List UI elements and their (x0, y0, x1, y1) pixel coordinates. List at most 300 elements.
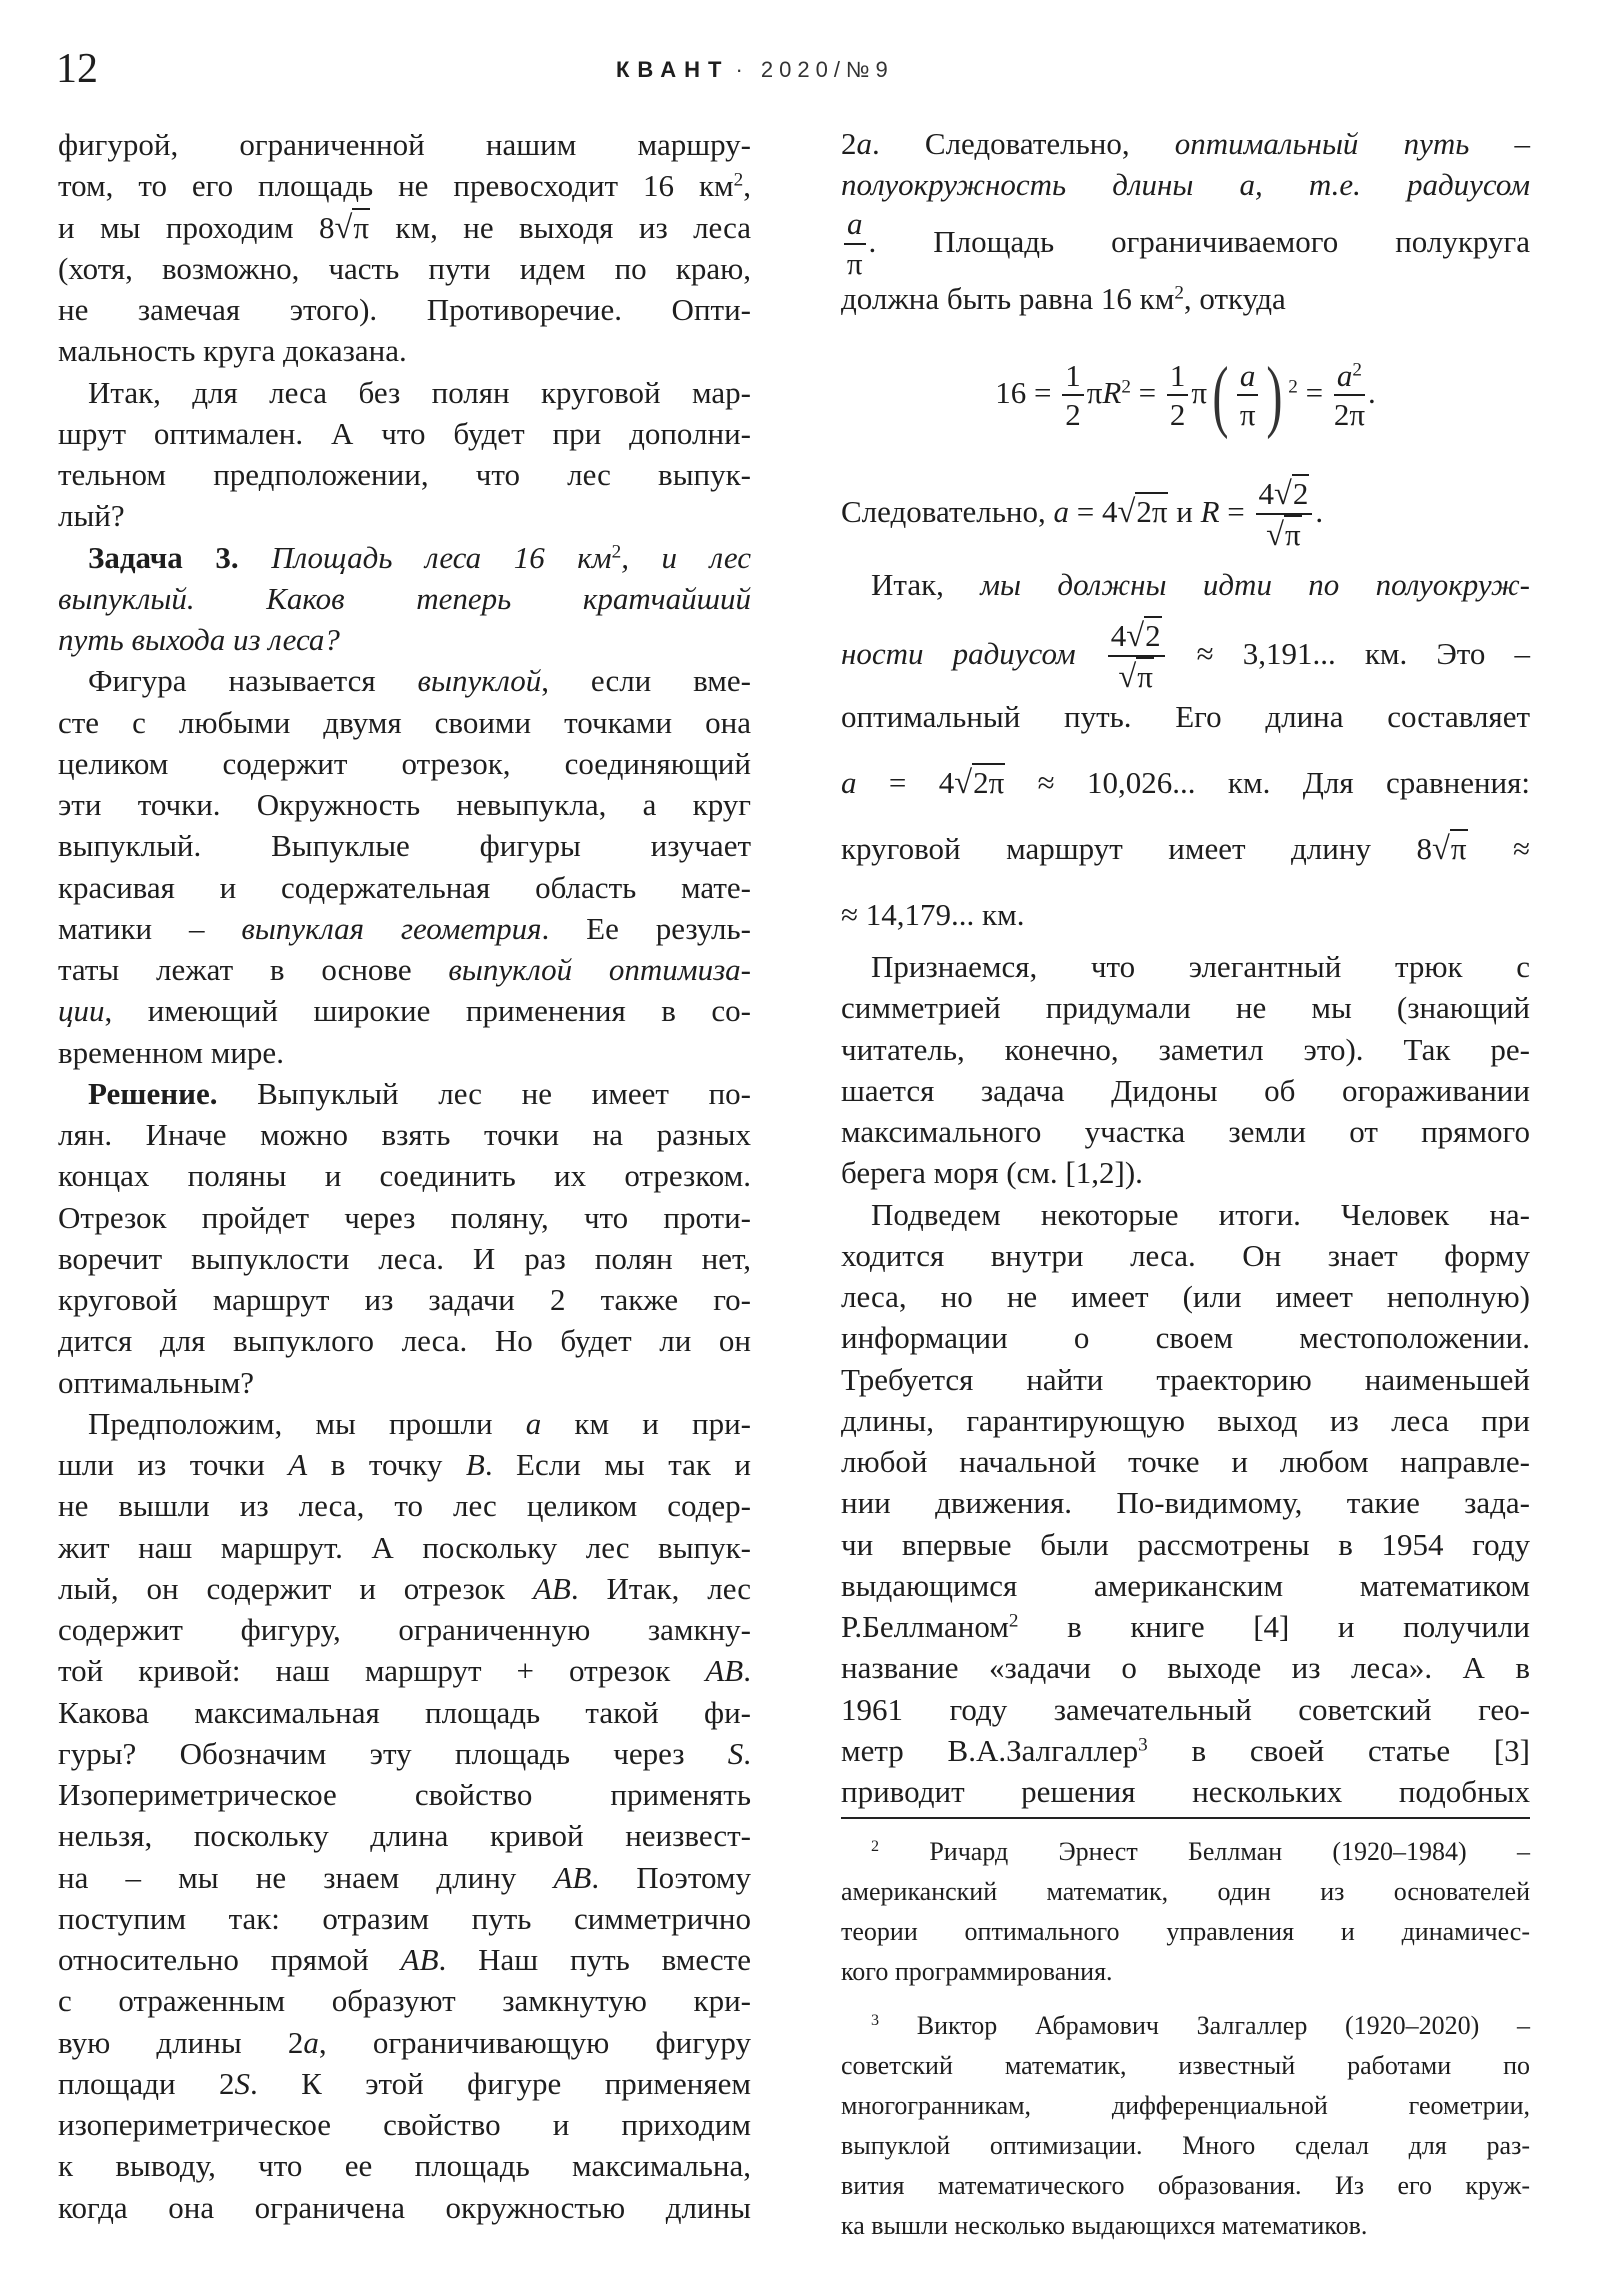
text-run: американский математик, один из основателей (841, 1877, 1530, 1906)
text-line (58, 660, 751, 701)
numerator (1334, 359, 1365, 397)
radical-sign-icon: √ (954, 765, 973, 801)
radicand: π (1137, 659, 1153, 695)
text-run: π (1086, 375, 1103, 410)
magazine-title: КВАНТ (616, 57, 730, 82)
superscript: 2 (1288, 376, 1298, 398)
text-run: мальность круга доказана. (58, 333, 407, 369)
denominator (1256, 515, 1313, 553)
square-root (954, 765, 1005, 800)
text-line (58, 1692, 751, 1733)
text-run: длины, гарантирующую выход из леса при (841, 1402, 1530, 1438)
italic-text: AB (532, 1570, 571, 1606)
text-line (58, 537, 751, 578)
italic-text: a (1239, 357, 1256, 393)
text-run: 2π (1333, 397, 1365, 433)
text-run: шрут оптимален. А что будет при дополни- (58, 415, 751, 451)
text-line (58, 1073, 751, 1114)
text-run: Признаемся, что элегантный трюк с (871, 949, 1530, 984)
radicand: 2π (973, 765, 1005, 800)
text-line (841, 882, 1530, 948)
italic-text: R (1200, 494, 1220, 529)
superscript: 3 (1138, 1734, 1148, 1756)
text-line (841, 1070, 1530, 1111)
text-run: выдающимся американским математиком (841, 1567, 1530, 1603)
text-run: ≈ 3,191... км. Это – (1167, 636, 1531, 672)
italic-text: R (1102, 375, 1122, 410)
denominator (1062, 396, 1084, 433)
radical-sign-icon: √ (1431, 831, 1450, 867)
text-run: Итак, (871, 567, 981, 602)
bold-text: Задача 3. (88, 539, 239, 575)
text-run: круговой маршрут имеет длину 8 (841, 831, 1432, 866)
text-line (841, 2006, 1530, 2046)
text-run: дится для выпуклого леса. Но будет ли он (58, 1323, 751, 1359)
right-paren-icon: ) (1266, 350, 1283, 440)
text-line (58, 330, 751, 371)
text-run: . Поэтому (591, 1859, 751, 1895)
fraction (1167, 359, 1189, 433)
footnote-2 (841, 1832, 1530, 1992)
italic-text: B (465, 1447, 485, 1482)
text-run: кого программирования. (841, 1957, 1113, 1986)
text-run: выпуклой оптимизации. Много сделал для раз- (841, 2131, 1530, 2160)
text-run: . (1368, 375, 1376, 410)
text-line (841, 1482, 1530, 1523)
text-run: площади 2 (58, 2065, 235, 2101)
text-run: временном мире. (58, 1034, 284, 1070)
italic-text: S (727, 1735, 744, 1771)
text-run: 2 (1169, 397, 1186, 433)
text-run (239, 540, 272, 575)
text-run: Виктор Абрамович Залгаллер (1920–2020) – (879, 2011, 1530, 2040)
text-run: тельном предположении, что лес выпук- (58, 457, 751, 492)
bold-text: Решение. (88, 1075, 218, 1111)
text-line (841, 816, 1530, 882)
radicand: 2 (1292, 475, 1309, 511)
text-line (58, 372, 751, 413)
text-run: шается задача Дидоны об огораживании (841, 1072, 1530, 1108)
text-line (58, 495, 751, 536)
text-run: 16 = (995, 375, 1060, 410)
text-line (58, 1733, 751, 1774)
text-run: Итак, для леса без полян круговой мар- (88, 374, 751, 410)
display-formula (841, 327, 1530, 459)
text-run: Подведем некоторые итоги. Человек на- (871, 1196, 1530, 1232)
text-run: теории оптимального управления и динамичес- (841, 1917, 1530, 1946)
text-run: . Итак, лес (570, 1570, 751, 1606)
text-run: . (743, 1653, 751, 1689)
text-line (841, 1565, 1530, 1606)
text-run: той кривой: наш маршрут + отрезок (58, 1653, 706, 1689)
text-run: Изопериметрическое свойство применять (58, 1777, 751, 1812)
text-run: = (1219, 494, 1253, 529)
text-line (841, 1832, 1530, 1872)
text-line (58, 1568, 751, 1609)
italic-text: мы должны идти по полуокруж- (980, 567, 1530, 602)
fraction (1062, 359, 1084, 433)
footnote-3 (841, 2006, 1530, 2246)
text-run: ≈ 10,026... км. Для сравнения: (1005, 765, 1531, 800)
radical-sign-icon: √ (1266, 517, 1285, 554)
text-line (58, 1362, 751, 1403)
denominator (1334, 396, 1365, 433)
text-run: . (1315, 494, 1324, 529)
text-line (841, 1317, 1530, 1358)
italic-text: a (1053, 494, 1069, 529)
text-run: Фигура называется (88, 663, 418, 699)
italic-text: путь выхода из леса? (58, 622, 340, 657)
text-run: в книге [4] и получили (1018, 1609, 1530, 1644)
text-run: . Следовательно, (872, 126, 1175, 161)
text-line (58, 1980, 751, 2021)
superscript: 2 (1174, 281, 1184, 303)
text-line (841, 1194, 1530, 1235)
text-run: Выпуклый лес не имеет по- (217, 1075, 751, 1111)
text-run: когда она ограничена окружностью длины (58, 2189, 751, 2225)
fraction (1334, 359, 1365, 433)
text-line (58, 949, 751, 990)
solution-paragraph (58, 1073, 751, 1403)
text-run (1076, 636, 1105, 671)
italic-text: Площадь леса 16 км (271, 539, 612, 575)
text-run: целиком содержит отрезок, соединяющий (58, 745, 751, 781)
italic-text: a (303, 2024, 319, 2060)
italic-text: выпуклая геометрия (241, 910, 542, 946)
radicand: π (1285, 517, 1301, 553)
text-line (58, 1939, 751, 1980)
text-line (58, 2145, 751, 2186)
italic-text: a (847, 206, 863, 242)
text-run: фигурой, ограниченной нашим маршру- (58, 127, 751, 162)
issue-label: · 2020/№9 (735, 57, 894, 82)
radicand: π (353, 209, 370, 245)
text-line (58, 1279, 751, 1320)
text-run: Какова максимальная площадь такой фи- (58, 1694, 751, 1730)
square-root (1126, 618, 1161, 653)
text-run: на – мы не знаем длину (58, 1859, 554, 1895)
text-run: название «задачи о выходе из леса». А в (841, 1650, 1530, 1686)
text-line (58, 454, 751, 495)
text-run: = (1130, 375, 1164, 410)
text-run: жит наш маршрут. А поскольку лес выпук- (58, 1529, 751, 1565)
text-line (841, 1912, 1530, 1952)
denominator (1237, 396, 1259, 433)
text-run: км и при- (541, 1405, 751, 1441)
text-run: ходится внутри леса. Он знает форму (841, 1237, 1530, 1273)
text-run: лый, он содержит и отрезок (58, 1570, 533, 1606)
numerator (844, 207, 866, 245)
text-run: не вышли из леса, то лес целиком содер- (58, 1488, 751, 1524)
radical-sign-icon: √ (1126, 618, 1145, 654)
text-line (841, 1647, 1530, 1688)
text-line (58, 1155, 751, 1196)
text-run: нии движения. По-видимому, такие зада- (841, 1485, 1530, 1521)
italic-text: AB (400, 1942, 439, 1977)
italic-text: ции (58, 993, 105, 1029)
italic-text: ности радиусом (841, 636, 1076, 672)
text-line (841, 1111, 1530, 1152)
text-run: 4 (1110, 618, 1127, 653)
italic-text: полуокружность длины a, т.е. радиусом (841, 167, 1530, 203)
text-run: выпуклый. Выпуклые фигуры изучает (58, 828, 751, 864)
text-run: приводит решения нескольких подобных (841, 1774, 1530, 1809)
text-run: ≈ (1467, 831, 1531, 866)
text-run: в своей статье [3] (1147, 1732, 1530, 1768)
text-line (841, 2206, 1530, 2246)
numerator (1167, 359, 1189, 397)
text-run: Отрезок пройдет через поляну, что проти- (58, 1199, 751, 1235)
radical-sign-icon: √ (334, 209, 353, 246)
text-line (841, 1276, 1530, 1317)
italic-text: выпуклый. Каков теперь кратчайший (58, 580, 751, 616)
text-run: симметрией придумали не мы (знающий (841, 990, 1530, 1026)
text-line (841, 946, 1530, 987)
text-run: чи впервые были рассмотрены в 1954 году (841, 1526, 1530, 1562)
text-line (58, 908, 751, 949)
text-run: сте с любыми двумя своими точками она (58, 704, 751, 740)
text-run: содержит фигуру, ограниченную замкну- (58, 1612, 751, 1647)
text-line (841, 1152, 1530, 1193)
superscript: 2 (1352, 359, 1362, 381)
text-run: к выводу, что ее площадь максимальна, (58, 2148, 751, 2184)
text-run: , если вме- (541, 663, 751, 699)
radical-sign-icon: √ (1274, 475, 1292, 512)
text-line (841, 1872, 1530, 1912)
text-run: π (1239, 397, 1256, 433)
square-root (334, 210, 370, 245)
denominator (844, 245, 866, 282)
text-line (841, 684, 1530, 750)
text-run: . Площадь ограничиваемого полукруга (868, 223, 1530, 259)
footnotes (841, 1832, 1530, 2260)
text-run: , имеющий широкие применения в со- (104, 993, 751, 1029)
text-line (841, 2046, 1530, 2086)
text-run: 4 (1258, 475, 1274, 511)
text-run: лый? (58, 498, 125, 534)
text-run: многогранникам, дифференциальной геометрии, (841, 2091, 1530, 2120)
text-run: любой начальной точке и любом направле- (841, 1444, 1530, 1479)
text-run: оптимальный путь. Его длина составляет (841, 699, 1530, 734)
text-line (841, 2126, 1530, 2166)
text-line (841, 1235, 1530, 1276)
text-run: Р.Беллманом (841, 1609, 1009, 1644)
superscript: 2 (871, 1838, 880, 1856)
square-root (1266, 517, 1302, 552)
italic-text: AB (553, 1859, 592, 1895)
text-line (58, 1815, 751, 1856)
text-line (58, 578, 751, 619)
text-run: круговой маршрут из задачи 2 также го- (58, 1282, 751, 1317)
text-line (58, 207, 751, 248)
radicand: π (1450, 831, 1467, 866)
text-line (58, 1898, 751, 1939)
text-run: не замечая этого). Противоречие. Опти- (58, 292, 751, 327)
text-line (841, 618, 1531, 696)
text-line (841, 1524, 1530, 1565)
numerator (1237, 359, 1259, 397)
text-run: гуры? Обозначим эту площадь через (58, 1735, 728, 1771)
text-line (58, 2104, 751, 2145)
italic-text: a (856, 126, 872, 161)
text-run: . Если мы так и (484, 1447, 752, 1482)
italic-text: выпуклой оптимиза- (448, 952, 751, 987)
text-run: . Наш путь вместе (438, 1942, 751, 1977)
parenthesized-expression (1207, 350, 1288, 440)
radicand: 2π (1136, 494, 1168, 529)
superscript: 2 (733, 169, 744, 191)
text-line (995, 327, 1376, 459)
fraction (1256, 476, 1313, 554)
text-run: 2 (1065, 397, 1081, 433)
text-run: должна быть равна 16 км (841, 280, 1175, 316)
text-run: метр В.А.Залгаллер (841, 1732, 1139, 1768)
text-run: = (1297, 375, 1331, 410)
text-line (841, 1952, 1530, 1992)
text-run: Предположим, мы прошли (88, 1405, 526, 1441)
text-line (841, 2166, 1530, 2206)
running-header (616, 54, 894, 86)
text-line (58, 825, 751, 866)
text-line (58, 1320, 751, 1361)
text-line (58, 784, 751, 825)
square-root (1432, 831, 1468, 866)
text-line (841, 164, 1530, 205)
text-line (58, 1774, 751, 1815)
text-run: 2 (841, 126, 857, 161)
text-line (841, 1029, 1530, 1070)
text-run: поступим так: отразим путь симметрично (58, 1900, 751, 1936)
text-line (841, 1771, 1530, 1812)
italic-text: выпуклой (417, 663, 542, 699)
text-run: вития математического образования. Из его круж- (841, 2171, 1530, 2200)
text-line (841, 552, 1530, 618)
text-line (58, 1114, 751, 1155)
text-line (58, 2063, 751, 2104)
text-line (58, 990, 751, 1031)
text-run: лян. Иначе можно взять точки на разных (58, 1117, 751, 1152)
text-run: Ричард Эрнест Беллман (1920–1984) – (879, 1837, 1530, 1866)
text-run: π (1191, 375, 1208, 410)
text-line (841, 1359, 1530, 1400)
italic-text: a (1336, 357, 1353, 393)
text-line (58, 1485, 751, 1526)
text-run: максимального участка земли от прямого (841, 1114, 1530, 1149)
superscript: 2 (611, 540, 622, 562)
text-run: км, не выходя из леса (370, 209, 751, 245)
text-line (841, 1606, 1530, 1647)
page-number: 12 (56, 46, 98, 92)
text-run: в точку (307, 1447, 466, 1482)
text-line (841, 459, 1530, 565)
paragraph (841, 552, 1530, 948)
text-run: , ограничивающую фигуру (318, 2024, 751, 2060)
text-line (841, 987, 1530, 1028)
fraction (1237, 359, 1259, 433)
text-line (841, 206, 1530, 281)
text-run: советский математик, известный работами по (841, 2051, 1530, 2080)
text-run: концах поляны и соединить их отрезком. (58, 1158, 751, 1194)
text-run: нельзя, поскольку длина кривой неизвест- (58, 1818, 751, 1854)
text-run: вую длины 2 (58, 2024, 304, 2060)
text-run: относительно прямой (58, 1942, 401, 1977)
superscript: 2 (1008, 1610, 1019, 1632)
numerator (1108, 618, 1165, 657)
square-root (1117, 494, 1168, 529)
left-column (58, 124, 751, 2228)
text-run: эти точки. Окружность невыпукла, а круг (58, 787, 751, 822)
text-run: воречит выпуклости леса. И раз полян нет, (58, 1240, 751, 1276)
text-run: (хотя, возможно, часть пути идем по краю, (58, 250, 751, 286)
text-run: . К этой фигуре применяем (249, 2065, 751, 2101)
italic-text: S (234, 2065, 250, 2101)
text-run: и мы проходим 8 (58, 209, 335, 245)
paragraph (58, 1403, 751, 2228)
text-run: 1961 году замечательный советский гео- (841, 1691, 1530, 1727)
text-line (58, 1444, 751, 1485)
text-line (58, 413, 751, 454)
paragraph (58, 372, 751, 537)
numerator (1256, 476, 1313, 515)
text-run: том, то его площадь не превосходит 16 км (58, 168, 734, 204)
problem-3-statement (58, 537, 751, 661)
text-run: π (846, 245, 863, 281)
text-line (58, 2187, 751, 2228)
text-line (58, 1857, 751, 1898)
left-paren-icon: ( (1212, 350, 1229, 440)
text-line (58, 867, 751, 908)
numerator (1062, 359, 1084, 397)
text-line (58, 1032, 751, 1073)
right-column-lower (841, 946, 1530, 1812)
radical-sign-icon: √ (1117, 494, 1136, 530)
text-run: читатель, конечно, заметил это). Так ре- (841, 1031, 1530, 1067)
text-run: и (1168, 494, 1201, 529)
italic-text: AB (705, 1653, 744, 1689)
text-line (58, 1403, 751, 1444)
text-line (841, 1400, 1530, 1441)
text-run: оптимальным? (58, 1364, 255, 1400)
text-run: Требуется найти траекторию наименьшей (841, 1361, 1530, 1397)
text-run: изопериметрическое свойство и приходим (58, 2107, 751, 2142)
text-run: = 4 (1068, 494, 1118, 529)
paragraph (841, 946, 1530, 1194)
text-line (58, 248, 751, 289)
radical-sign-icon: √ (1118, 659, 1137, 696)
text-run: информации о своем местоположении. (841, 1320, 1530, 1356)
paragraph (58, 660, 751, 1073)
italic-text: , и лес (621, 539, 751, 575)
italic-text: a (841, 765, 857, 800)
text-run: . (743, 1735, 751, 1771)
italic-text: a (525, 1405, 542, 1441)
text-line (841, 1689, 1530, 1730)
text-line (841, 750, 1530, 816)
superscript: 2 (1121, 376, 1131, 398)
text-line (58, 1609, 751, 1650)
text-line (58, 619, 751, 660)
text-run: 1 (1169, 357, 1186, 393)
text-run: Следовательно, (841, 494, 1054, 529)
text-line (58, 1527, 751, 1568)
text-run: красивая и содержательная область мате- (58, 869, 751, 905)
text-line (841, 1730, 1530, 1771)
text-line (58, 289, 751, 330)
text-run: леса, но не имеет (или имеет неполную) (841, 1279, 1530, 1314)
superscript: 3 (871, 2012, 880, 2030)
text-line (58, 1238, 751, 1279)
fraction (844, 207, 866, 281)
